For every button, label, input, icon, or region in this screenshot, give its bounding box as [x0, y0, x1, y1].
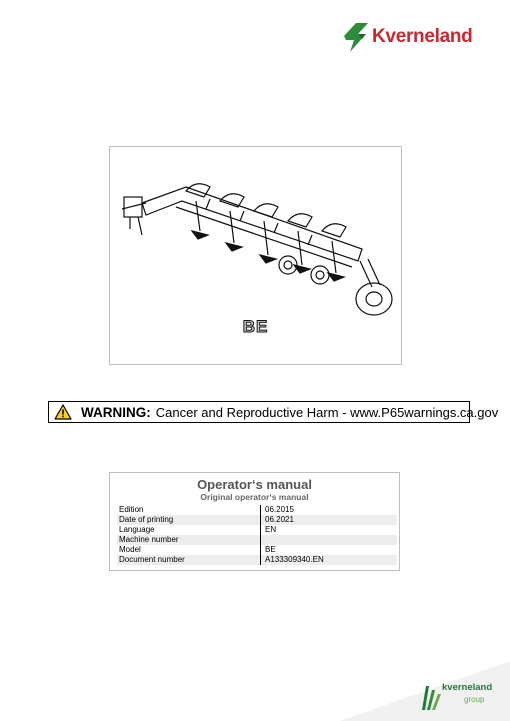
info-row-date-of-printing [117, 515, 397, 525]
info-label: Edition [117, 505, 261, 515]
info-row-machine-number [117, 535, 397, 545]
info-label: Language [117, 525, 261, 535]
warning-banner [48, 401, 499, 423]
group-name: kverneland [442, 682, 493, 693]
kverneland-logo [340, 20, 480, 56]
info-label: Machine number [117, 535, 261, 545]
group-subtitle: group [464, 695, 485, 704]
info-value: BE [265, 545, 276, 554]
kverneland-group-logo [420, 678, 492, 716]
warning-triangle-icon [54, 404, 72, 420]
kverneland-mark-icon [340, 20, 372, 54]
warning-text: Cancer and Reproductive Harm - www.P65warnings.ca.gov [155, 404, 499, 420]
manual-title: Operator‘s manual [197, 477, 312, 492]
info-label: Model [117, 545, 261, 555]
info-value: EN [265, 525, 277, 534]
info-value: A133309340.EN [265, 555, 324, 564]
info-row-language [117, 525, 397, 535]
cover-image-frame [109, 146, 402, 365]
manual-subtitle: Original operator‘s manual [200, 492, 309, 502]
manual-info-panel [109, 472, 400, 571]
info-row-document-number [117, 555, 397, 565]
info-value: 06.2015 [265, 505, 294, 514]
warning-label: WARNING: [81, 404, 151, 420]
manual-info-table [117, 505, 397, 565]
info-value [261, 535, 265, 545]
info-label: Document number [117, 555, 261, 565]
info-row-edition [117, 505, 397, 515]
info-label: Date of printing [117, 515, 261, 525]
model-caption: BE [242, 317, 269, 336]
plough-illustration [116, 169, 398, 319]
info-value: 06.2021 [265, 515, 294, 524]
brand-name: Kverneland [372, 26, 473, 47]
info-row-model [117, 545, 397, 555]
group-mark-icon [420, 680, 442, 712]
